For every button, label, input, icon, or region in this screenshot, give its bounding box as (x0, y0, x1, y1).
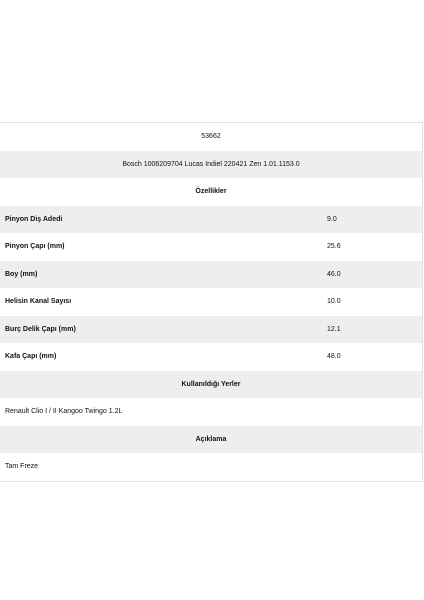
spec-value: 25.6 (327, 243, 341, 251)
spec-value: 9.0 (327, 215, 337, 223)
spec-row-length (0, 261, 422, 289)
spec-row-helix-grooves (0, 288, 422, 316)
description-row (0, 453, 422, 481)
product-code-row (0, 123, 422, 151)
description-header (0, 426, 422, 454)
spec-value: 48.0 (327, 353, 341, 361)
spec-row-pinion-diameter (0, 233, 422, 261)
references-row (0, 151, 422, 179)
usage-text: Renault Clio I / II Kangoo Twingo 1.2L (5, 408, 123, 416)
usage-header (0, 371, 422, 399)
cross-references: Bosch 1006209704 Lucas Indiel 220421 Zen 1.01.1153.0 (122, 160, 300, 168)
spec-row-head-diameter (0, 343, 422, 371)
spec-row-pinion-teeth (0, 206, 422, 234)
spec-value: 12.1 (327, 325, 341, 333)
description-text: Tam Freze (5, 463, 39, 471)
spec-label: Helisin Kanal Sayısı (5, 298, 72, 306)
spec-row-bushing-bore (0, 316, 422, 344)
features-title: Özellikler (195, 188, 227, 196)
spec-value: 10.0 (327, 298, 341, 306)
spec-label: Burç Delik Çapı (mm) (5, 325, 76, 333)
spec-label: Kafa Çapı (mm) (5, 353, 57, 361)
spec-label: Pinyon Çapı (mm) (5, 243, 65, 251)
spec-label: Boy (mm) (5, 270, 38, 278)
usage-row (0, 398, 422, 426)
usage-title: Kullanıldığı Yerler (181, 380, 241, 388)
features-header (0, 178, 422, 206)
spec-label: Pinyon Diş Adedi (5, 215, 63, 223)
product-spec-table (0, 122, 423, 482)
product-code: 53662 (201, 133, 221, 141)
spec-value: 46.0 (327, 270, 341, 278)
description-title: Açıklama (195, 435, 227, 443)
